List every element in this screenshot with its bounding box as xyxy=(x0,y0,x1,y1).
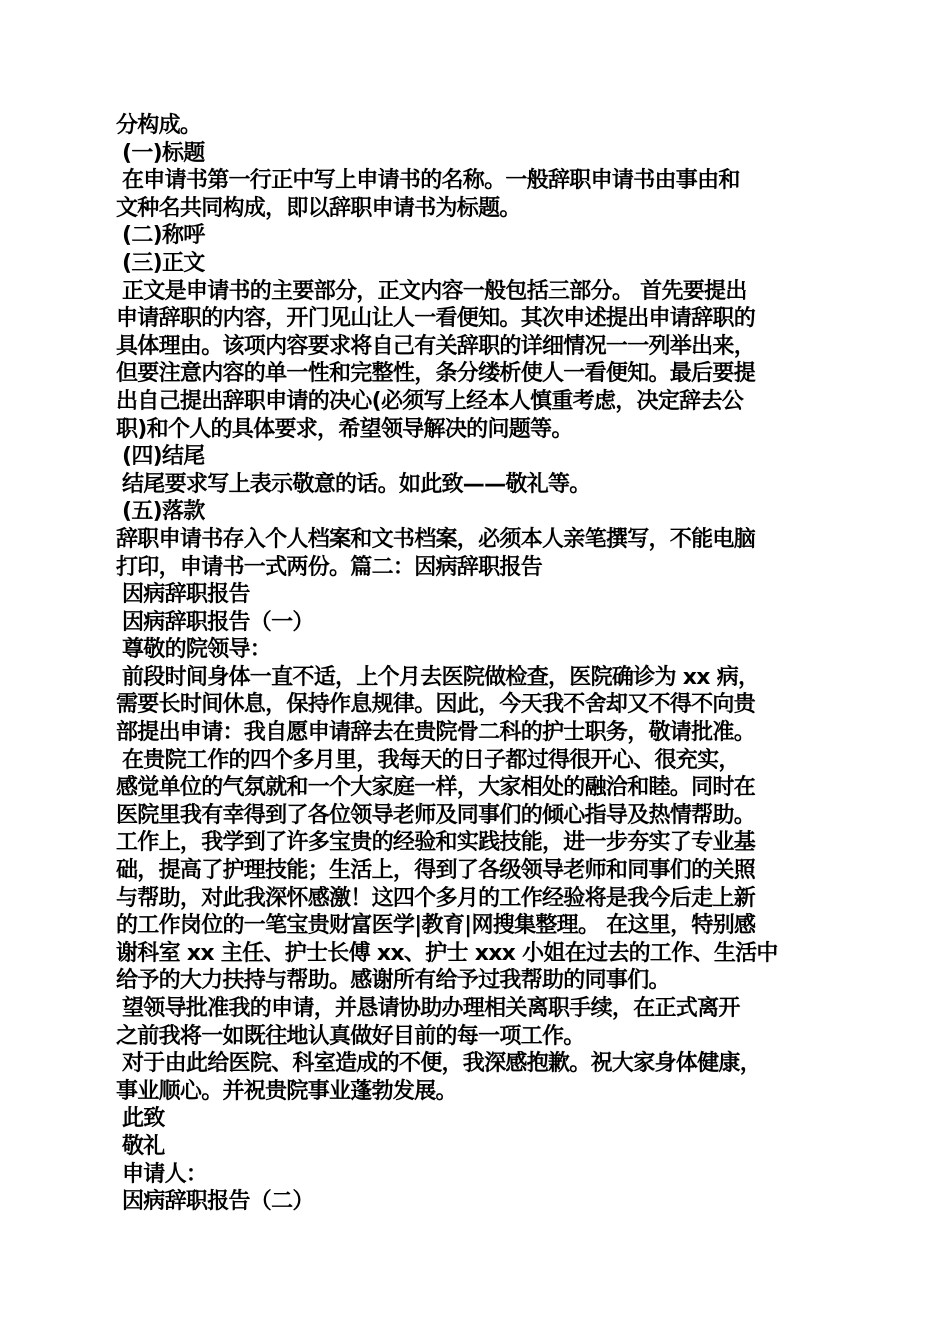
text-line: 在申请书第一行正中写上申请书的名称。一般辞职申请书由事由和 xyxy=(122,168,740,194)
text-line: (二)称呼 xyxy=(122,223,205,249)
text-line: (一)标题 xyxy=(122,140,205,166)
text-line: 具体理由。该项内容要求将自己有关辞职的详细情况一一列举出来， xyxy=(116,333,756,359)
text-line: 分构成。 xyxy=(116,113,202,138)
text-line: 文种名共同构成，即以辞职申请书为标题。 xyxy=(116,195,521,221)
text-line: 结尾要求写上表示敬意的话。如此致——敬礼等。 xyxy=(122,471,591,497)
text-line: 之前我将一如既往地认真做好目前的每一项工作。 xyxy=(116,1023,585,1049)
text-line: 工作上，我学到了许多宝贵的经验和实践技能，进一步夯实了专业基 xyxy=(116,830,756,856)
text-line: 因病辞职报告（二） xyxy=(122,1189,314,1215)
text-line: 因病辞职报告 xyxy=(122,582,250,608)
text-line: 但要注意内容的单一性和完整性，条分缕析使人一看便知。最后要提 xyxy=(116,361,756,387)
document-page xyxy=(116,112,838,1216)
text-line: 前段时间身体一直不适，上个月去医院做检查，医院确诊为 xx 病， xyxy=(122,664,760,690)
text-line: 此致 xyxy=(122,1106,165,1132)
text-line: 尊敬的院领导： xyxy=(122,637,272,663)
text-line: 在贵院工作的四个多月里，我每天的日子都过得很开心、很充实， xyxy=(122,747,740,773)
text-line: 打印，申请书一式两份。篇二：因病辞职报告 xyxy=(116,554,543,580)
text-line: (五)落款 xyxy=(122,499,205,525)
text-line: 与帮助，对此我深怀感激！这四个多月的工作经验将是我今后走上新 xyxy=(116,885,756,911)
text-line: 辞职申请书存入个人档案和文书档案，必须本人亲笔撰写，不能电脑 xyxy=(116,526,756,552)
text-line: 需要长时间休息，保持作息规律。因此，今天我不舍却又不得不向贵 xyxy=(116,692,756,718)
text-line: 因病辞职报告（一） xyxy=(122,609,314,635)
text-line: 敬礼 xyxy=(122,1133,165,1159)
text-line: 事业顺心。并祝贵院事业蓬勃发展。 xyxy=(116,1078,457,1104)
text-line: 感觉单位的气氛就和一个大家庭一样，大家相处的融洽和睦。同时在 xyxy=(116,775,756,801)
text-line: (四)结尾 xyxy=(122,444,205,470)
text-line: 给予的大力扶持与帮助。感谢所有给予过我帮助的同事们。 xyxy=(116,968,670,994)
text-line: 申请人： xyxy=(122,1161,208,1187)
text-line: 谢科室 xx 主任、护士长傅 xx、护士 xxx 小姐在过去的工作、生活中 xyxy=(116,940,778,966)
text-line: 望领导批准我的申请，并恳请协助办理相关离职手续，在正式离开 xyxy=(122,996,740,1021)
text-line: (三)正文 xyxy=(122,250,205,276)
text-line: 出自己提出辞职申请的决心(必须写上经本人慎重考虑，决定辞去公 xyxy=(116,388,744,414)
text-line: 申请辞职的内容，开门见山让人一看便知。其次申述提出申请辞职的 xyxy=(116,306,756,332)
text-line: 础，提高了护理技能；生活上，得到了各级领导老师和同事们的关照 xyxy=(116,858,756,884)
text-line: 的工作岗位的一笔宝贵财富医学|教育|网搜集整理。 在这里，特别感 xyxy=(116,913,756,939)
text-line: 部提出申请：我自愿申请辞去在贵院骨二科的护士职务，敬请批准。 xyxy=(116,720,756,746)
text-line: 职)和个人的具体要求，希望领导解决的问题等。 xyxy=(116,416,573,442)
text-line: 医院里我有幸得到了各位领导老师及同事们的倾心指导及热情帮助。 xyxy=(116,802,756,828)
text-line: 对于由此给医院、科室造成的不便，我深感抱歉。祝大家身体健康， xyxy=(122,1051,762,1077)
text-line: 正文是申请书的主要部分，正文内容一般包括三部分。 首先要提出 xyxy=(122,278,747,304)
